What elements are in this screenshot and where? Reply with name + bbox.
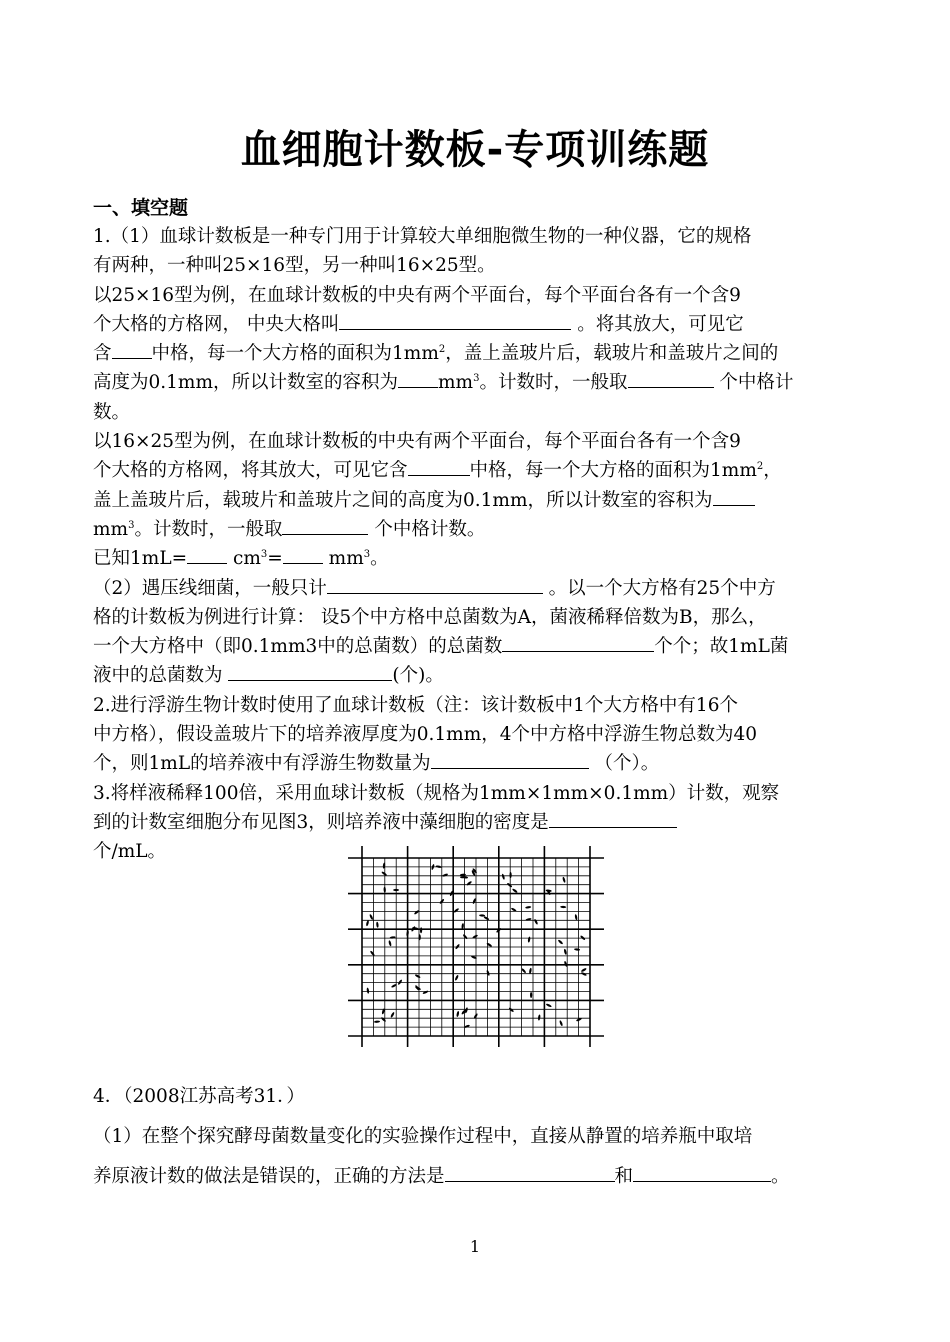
algae-cell	[508, 1007, 514, 1013]
q1-line-11-text-c: 个中格计数。	[368, 518, 486, 540]
q2-line-1: 2.进行浮游生物计数时使用了血球计数板（注：该计数板中1个大方格中有16个	[93, 694, 738, 716]
q1-line-3: 以25×16型为例，在血球计数板的中央有两个平面台，每个平面台各有一个含9	[93, 284, 741, 306]
algae-cell	[381, 1017, 387, 1023]
q1-line-9	[93, 456, 868, 485]
counting-chamber-grid-figure	[346, 844, 606, 1049]
algae-cell	[374, 1020, 380, 1023]
algae-cell	[461, 923, 464, 929]
algae-cell	[527, 936, 530, 942]
algae-cell	[455, 944, 460, 950]
answer-blank-line-bacteria[interactable]	[327, 575, 543, 594]
algae-cell	[529, 968, 532, 974]
q4-line-2: （1）在整个探究酵母菌数量变化的实验操作过程中，直接从静置的培养瓶中取培	[93, 1126, 753, 1147]
q2-line-3	[93, 749, 868, 778]
algae-cell	[369, 914, 374, 920]
answer-blank-ml-to-cm3[interactable]	[187, 545, 227, 564]
q3-line-3: 个/mL。	[93, 841, 167, 863]
superscript: 2	[438, 344, 446, 356]
section-heading: 一、填空题	[93, 197, 189, 219]
algae-cell	[415, 974, 421, 979]
algae-cell	[581, 968, 587, 973]
question-4	[93, 1083, 868, 1203]
q1-line-11-text-b: 。计数时，一般取	[134, 518, 283, 540]
algae-cell	[406, 930, 409, 936]
algae-cell	[546, 1003, 552, 1008]
superscript: 3	[128, 519, 135, 531]
algae-cell	[456, 1011, 459, 1017]
q1-line-16	[93, 661, 868, 690]
q1-line-6-text-c: 。计数时，一般取	[479, 372, 628, 394]
q4-line-1: 4．（2008江苏高考31．）	[93, 1086, 305, 1107]
algae-cell	[525, 906, 531, 909]
q2-line-3-text-b: （个）。	[588, 753, 660, 775]
answer-blank-correct-method-1[interactable]	[445, 1163, 615, 1182]
algae-cell	[486, 970, 490, 976]
algae-cell	[512, 888, 518, 893]
answer-blank-count-grids-2[interactable]	[282, 516, 368, 535]
document-title: 血细胞计数板-专项训练题	[240, 127, 710, 173]
q1-line-15	[93, 632, 868, 661]
superscript: 3	[260, 549, 268, 561]
algae-cell	[564, 949, 568, 955]
q1-line-12-text-a: 已知1mL=	[93, 548, 188, 570]
q1-line-13-text-a: （2）遇压线细菌，一般只计	[93, 577, 327, 599]
q1-line-7: 数。	[93, 401, 131, 423]
q1-line-14: 格的计数板为例进行计算： 设5个中方格中总菌数为A，菌液稀释倍数为B，那么，	[93, 606, 767, 628]
q2-line-3-text-a: 个，则1mL的培养液中有浮游生物数量为	[93, 753, 431, 775]
answer-blank-total-per-ml[interactable]	[228, 662, 392, 681]
q4-line-3-text-b: 和	[614, 1166, 634, 1187]
algae-cell	[442, 873, 448, 877]
algae-cell	[538, 1014, 541, 1020]
superscript: 3	[473, 373, 480, 385]
q1-line-16-text-a: 液中的总菌数为	[93, 665, 229, 687]
q1-line-13-text-b: 。以一个大方格有25个中方	[542, 577, 776, 599]
answer-blank-count-grids[interactable]	[628, 369, 714, 388]
algae-cell	[366, 920, 370, 926]
q3-line-2-text: 到的计数室细胞分布见图3，则培养液中藻细胞的密度是	[93, 811, 549, 833]
algae-cell	[366, 987, 369, 993]
answer-blank-volume[interactable]	[398, 369, 438, 388]
answer-blank-cm3-to-mm3[interactable]	[283, 545, 323, 564]
q1-line-6-text-a: 高度为0.1mm，所以计数室的容积为	[93, 372, 399, 394]
q1-line-11-text-a: mm	[93, 518, 129, 540]
algae-cell	[462, 934, 468, 940]
questions-1-3	[93, 222, 868, 867]
q1-line-10-text-a: 盖上盖玻片后，载玻片和盖玻片之间的高度为0.1mm，所以计数室的容积为	[93, 489, 713, 511]
q1-line-12-text-b: cm	[227, 548, 261, 570]
answer-blank-central-grid[interactable]	[339, 311, 571, 330]
answer-blank-medium-grid-count[interactable]	[112, 340, 152, 359]
q1-line-4-text-a: 个大格的方格网， 中央大格叫	[93, 313, 340, 335]
algae-cell	[422, 990, 428, 995]
q1-line-8: 以16×25型为例，在血球计数板的中央有两个平面台，每个平面台各有一个含9	[93, 431, 741, 453]
algae-cell	[393, 889, 399, 891]
q1-line-9-text-c: ，	[763, 460, 782, 482]
q1-line-10	[93, 486, 868, 515]
algae-cell	[370, 950, 376, 956]
answer-blank-algae-density[interactable]	[549, 809, 677, 828]
algae-cell	[390, 1012, 395, 1018]
page-number: 1	[469, 1237, 481, 1256]
algae-cell	[466, 881, 472, 886]
q1-line-2: 有两种，一种叫25×16型，另一种叫16×25型。	[93, 255, 496, 277]
algae-cell	[454, 975, 459, 981]
q1-line-9-text-a: 个大格的方格网，将其放大，可见它含	[93, 460, 408, 482]
answer-blank-total-per-square[interactable]	[502, 633, 654, 652]
q1-line-5-text-a: 含	[93, 343, 112, 365]
q1-line-15-text-a: 一个大方格中（即0.1mm3中的总菌数）的总菌数	[93, 636, 503, 658]
algae-cell	[383, 887, 386, 893]
q1-line-6-text-d: 个中格计	[713, 372, 794, 394]
algae-cell	[562, 877, 566, 883]
q1-line-11	[93, 515, 868, 544]
superscript: 3	[363, 549, 371, 561]
q4-line-3-text-c: 。	[771, 1166, 790, 1187]
q1-line-6-text-b: mm	[438, 372, 474, 394]
answer-blank-volume-2[interactable]	[713, 487, 755, 506]
q2-line-2: 中方格），假设盖玻片下的培养液厚度为0.1mm，4个中方格中浮游生物总数为40	[93, 724, 758, 746]
q1-line-5	[93, 339, 868, 368]
q1-line-4-text-b: 。将其放大，可见它	[571, 313, 744, 335]
answer-blank-correct-method-2[interactable]	[633, 1163, 771, 1182]
algae-cell	[510, 872, 512, 878]
algae-cell	[534, 919, 539, 925]
algae-cell	[574, 914, 577, 920]
answer-blank-medium-grid-count-2[interactable]	[408, 457, 470, 476]
q1-line-12-text-d: mm	[322, 548, 364, 570]
q1-line-9-text-b: 中格，每一个大方格的面积为1mm	[469, 460, 757, 482]
algae-cell	[479, 914, 485, 917]
q1-line-15-text-b: 个个；故1mL菌	[654, 636, 789, 658]
algae-cell	[530, 992, 532, 998]
superscript: 2	[756, 461, 764, 473]
algae-cell	[560, 906, 566, 909]
q3-line-2	[93, 808, 868, 837]
q1-line-1: 1.（1）血球计数板是一种专门用于计算较大单细胞微生物的一种仪器，它的规格	[93, 226, 752, 247]
algae-cell	[574, 948, 580, 951]
algae-cell	[389, 936, 395, 939]
algae-cell	[559, 1020, 563, 1026]
q1-line-16-text-b: (个)。	[392, 665, 444, 687]
algae-cell	[436, 865, 442, 868]
algae-cell	[501, 874, 505, 880]
q1-line-5-text-b: 中格，每一个大方格的面积为1mm	[151, 343, 439, 365]
algae-cell	[558, 939, 564, 945]
algae-cell	[420, 927, 422, 933]
algae-cell	[483, 916, 489, 921]
q3-line-1: 3.将样液稀释100倍，采用血球计数板（规格为1mm×1mm×0.1mm）计数，观察	[93, 782, 780, 804]
algae-cell	[388, 940, 392, 946]
algae-cell	[453, 908, 459, 913]
q4-line-3	[93, 1163, 868, 1191]
algae-cell	[376, 922, 379, 928]
q1-line-5-text-c: ，盖上盖玻片后，载玻片和盖玻片之间的	[445, 343, 779, 365]
q1-line-12-text-e: 。	[370, 548, 389, 570]
q1-line-13	[93, 574, 868, 603]
q1-line-4	[93, 310, 868, 339]
q1-line-6	[93, 368, 868, 397]
q4-line-3-text-a: 养原液计数的做法是错误的，正确的方法是	[93, 1166, 445, 1187]
q1-line-12-text-c: =	[267, 548, 283, 570]
answer-blank-plankton-count[interactable]	[431, 750, 589, 769]
q1-line-12	[93, 544, 868, 573]
